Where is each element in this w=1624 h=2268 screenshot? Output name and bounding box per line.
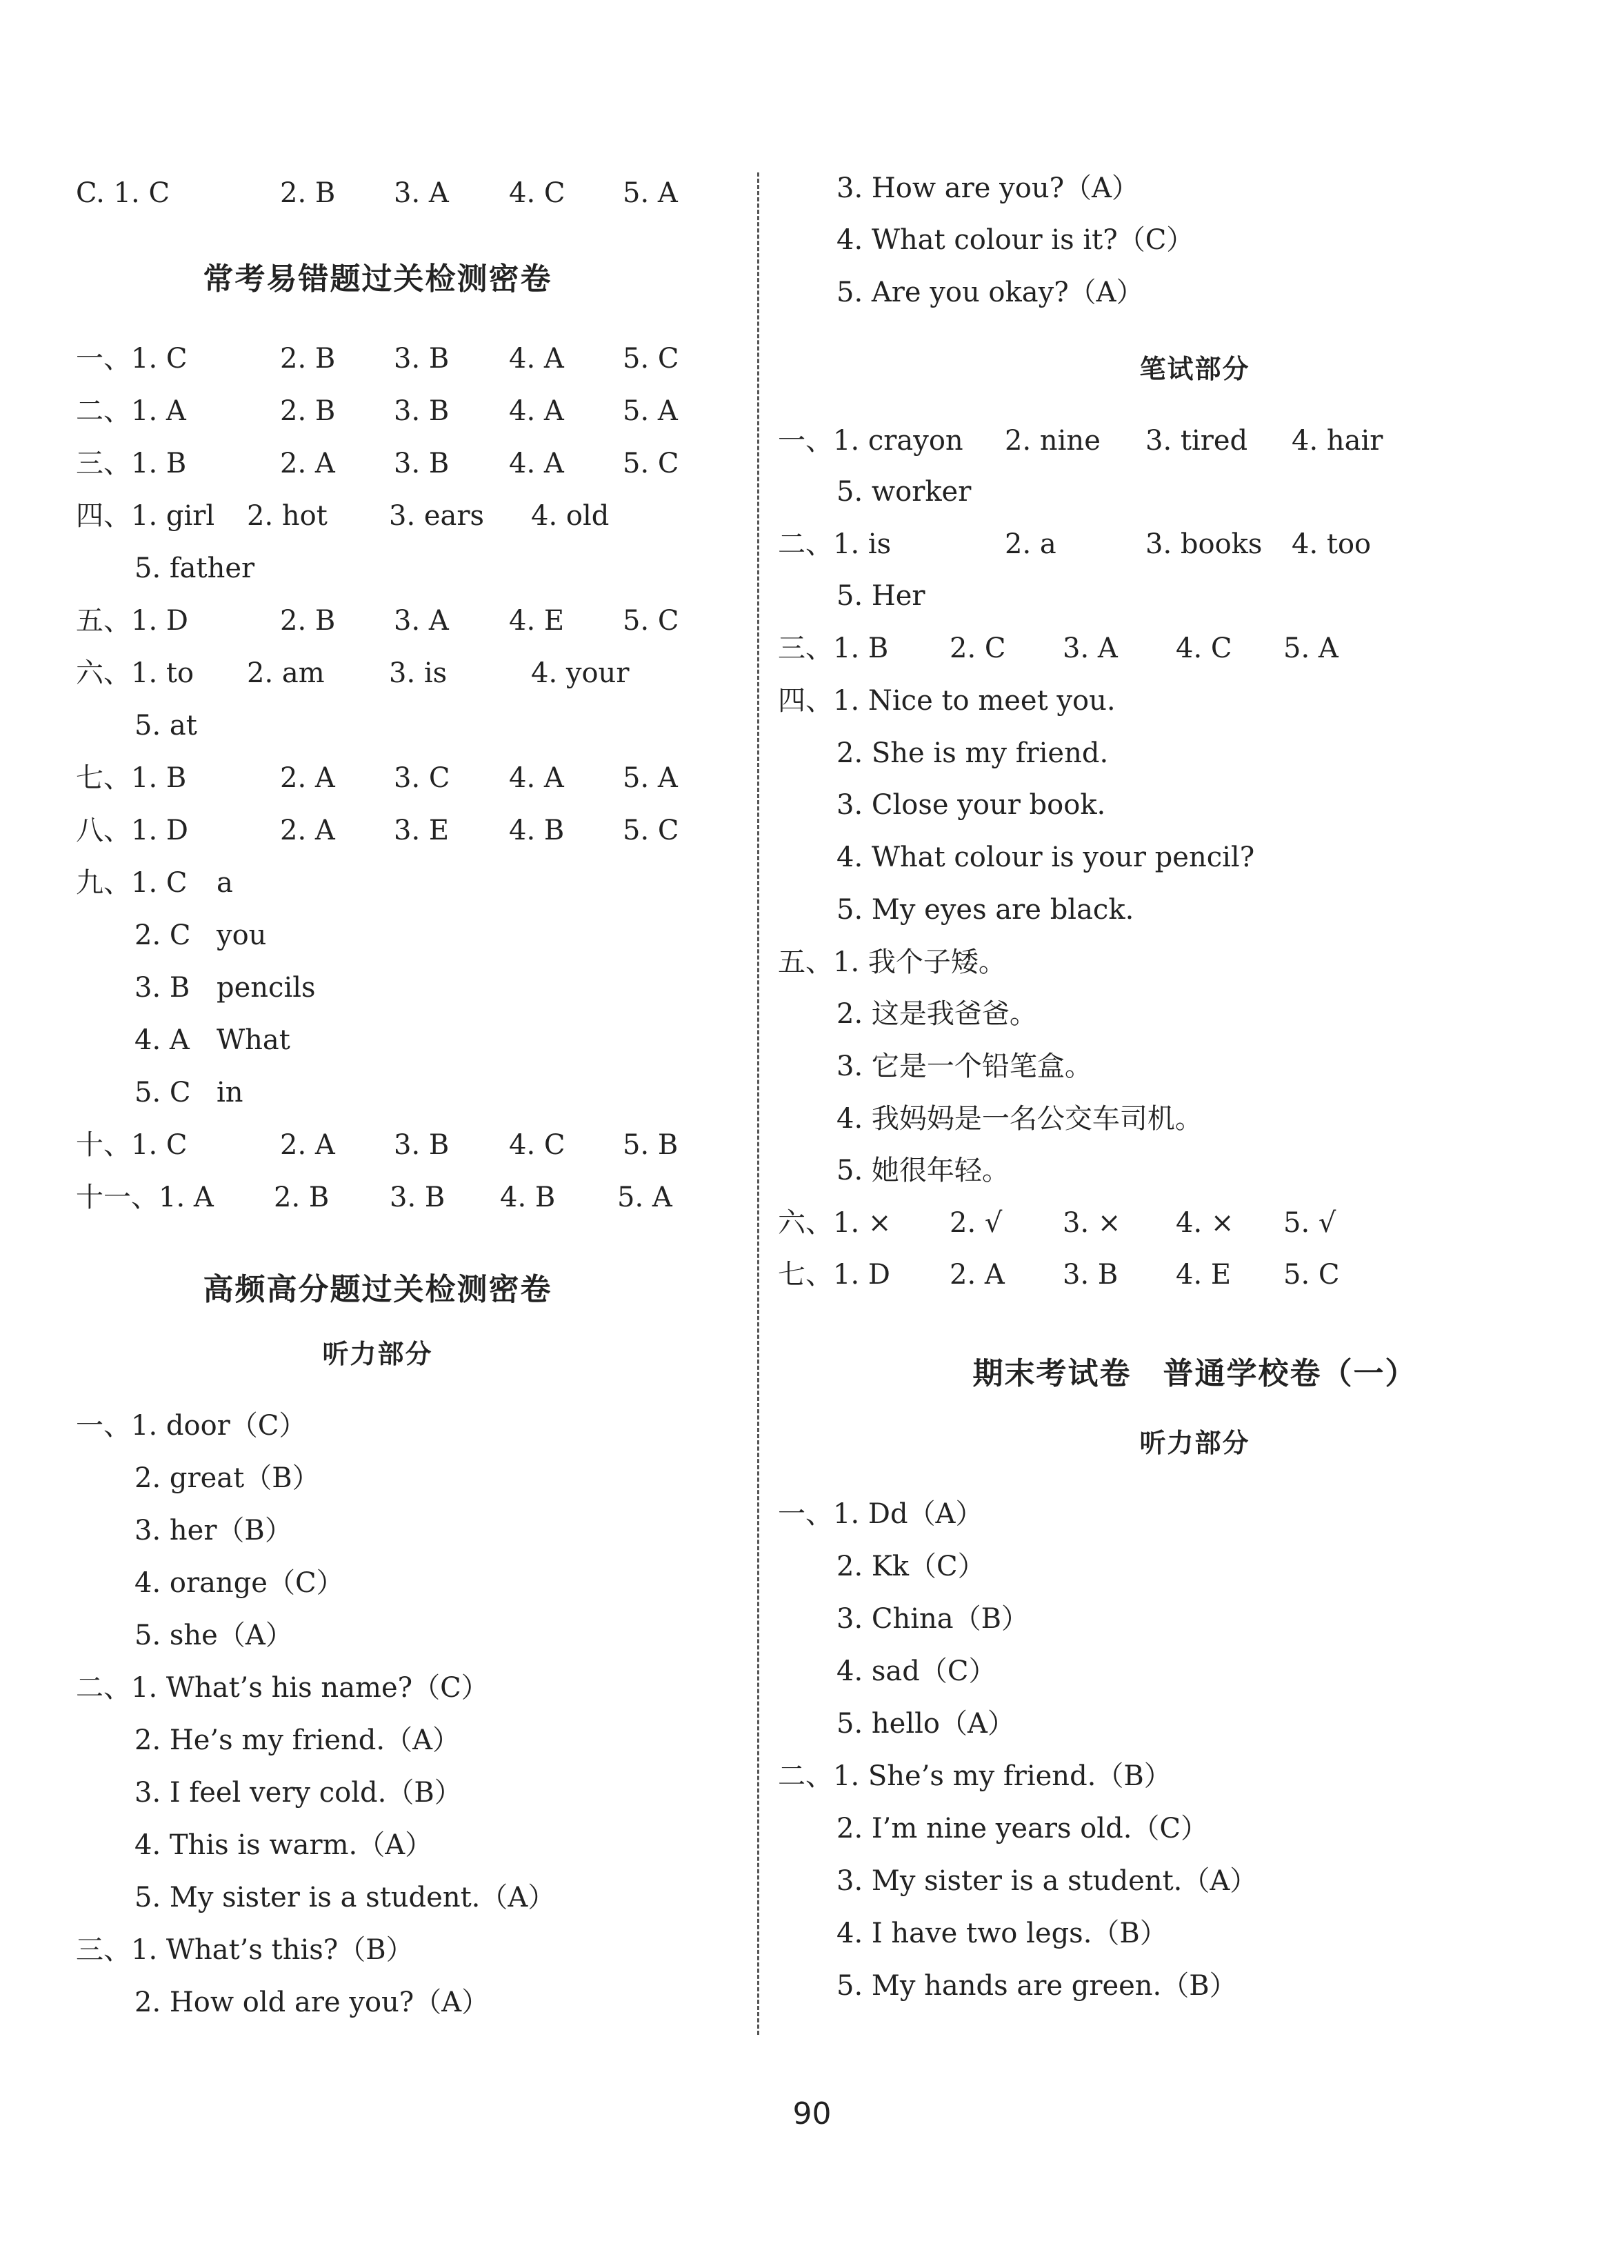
answer-line-indented	[765, 1150, 1624, 1191]
answer-line-indented	[0, 548, 755, 589]
answer-text: 五、1. 我个子矮。	[778, 946, 1006, 978]
answer-cell: 3. books	[1145, 528, 1263, 560]
answer-text: 二、1. She’s my friend.（B）	[778, 1760, 1172, 1792]
answer-line-indented	[765, 1651, 1624, 1692]
answer-cell: 4. too	[1292, 528, 1372, 560]
answer-line-indented	[0, 1772, 755, 1813]
column-divider	[757, 172, 759, 2035]
answer-text: 一、1. Dd（A）	[778, 1498, 983, 1530]
answer-cell: 4. A	[509, 448, 564, 479]
answer-cell: 5. C	[623, 343, 679, 375]
answer-cell: 4. A	[509, 343, 564, 375]
answer-line	[0, 1405, 755, 1446]
answer-text: 2. I’m nine years old.（C）	[836, 1813, 1209, 1844]
answer-cell: 5. C	[623, 605, 679, 637]
answer-row	[0, 390, 755, 432]
answer-line-indented	[765, 733, 1624, 774]
answer-cell: 4. hair	[1292, 425, 1383, 457]
answer-pair	[0, 915, 755, 956]
answer-row	[0, 757, 755, 799]
answer-cell: 2. A	[280, 815, 335, 846]
answer-line-indented	[765, 1046, 1624, 1087]
answer-cell: 4. A	[509, 395, 564, 427]
answer-text: 5. she（A）	[134, 1620, 293, 1651]
subsection-title: 笔试部分	[1139, 353, 1250, 384]
answer-text: 3. Close your book.	[836, 789, 1106, 821]
answer-row	[0, 338, 755, 379]
answer-choice: 4. A	[134, 1024, 190, 1056]
answer-cell: 2. B	[280, 343, 336, 375]
answer-line-indented	[765, 993, 1624, 1035]
answer-cell: 2. B	[280, 605, 336, 637]
answer-cell: 2. √	[950, 1207, 1003, 1239]
answer-cell: 5. C	[623, 815, 679, 846]
answer-cell: 4. ×	[1176, 1207, 1234, 1239]
answer-text: 5. Are you okay?（A）	[836, 277, 1144, 308]
answer-choice: 2. C	[134, 919, 191, 951]
answer-cell: 4. C	[509, 1129, 565, 1161]
answer-text: 4. What colour is it?（C）	[836, 224, 1194, 256]
answer-text: 4. 我妈妈是一名公交车司机。	[836, 1103, 1203, 1135]
answer-line	[765, 942, 1624, 983]
answer-cell: 5. A	[1283, 633, 1339, 664]
answer-text: 2. great（B）	[134, 1462, 320, 1494]
answer-cell: 4. A	[509, 762, 564, 794]
answer-text: 2. Kk（C）	[836, 1551, 985, 1582]
answer-cell: 2. B	[280, 177, 336, 209]
answer-cell: 四、1. girl	[76, 500, 215, 532]
answer-text: 5. father	[134, 553, 255, 584]
answer-cell: 3. C	[394, 762, 450, 794]
answer-line-indented	[765, 1913, 1624, 1954]
answer-line-indented	[0, 1877, 755, 1918]
answer-row	[0, 172, 755, 214]
answer-word: pencils	[217, 972, 316, 1004]
answer-text: 5. My eyes are black.	[836, 894, 1134, 926]
answer-cell: 2. C	[950, 633, 1006, 664]
answer-line	[765, 1755, 1624, 1797]
answer-cell: 七、1. B	[76, 762, 187, 794]
answer-cell: 二、1. A	[76, 395, 186, 427]
answer-word: you	[217, 919, 267, 951]
answer-cell: 5. A	[623, 762, 678, 794]
answer-line-indented	[765, 1098, 1624, 1140]
answer-line	[765, 680, 1624, 722]
answer-cell: 3. B	[394, 1129, 450, 1161]
answer-row	[765, 420, 1624, 461]
answer-row	[0, 1177, 755, 1218]
answer-text: 2. She is my friend.	[836, 737, 1109, 769]
answer-text: 3. her（B）	[134, 1515, 292, 1546]
answer-line-indented	[765, 1546, 1624, 1587]
answer-cell: 三、1. B	[778, 633, 889, 664]
answer-text: 四、1. Nice to meet you.	[778, 685, 1116, 717]
answer-row	[765, 1254, 1624, 1295]
answer-cell: 4. B	[500, 1182, 556, 1213]
answer-word: a	[217, 867, 233, 899]
answer-line-indented	[0, 1562, 755, 1604]
answer-line-indented	[765, 272, 1624, 313]
answer-cell: 4. B	[509, 815, 565, 846]
answer-cell: 二、1. is	[778, 528, 892, 560]
answer-text: 4. This is warm.（A）	[134, 1829, 433, 1861]
answer-text: 4. I have two legs.（B）	[836, 1918, 1167, 1949]
answer-text: 3. I feel very cold.（B）	[134, 1777, 462, 1809]
answer-line-indented	[765, 1703, 1624, 1744]
answer-cell: 5. A	[623, 395, 678, 427]
answer-cell: 2. A	[280, 1129, 335, 1161]
answer-row	[0, 443, 755, 484]
answer-cell: 六、1. to	[76, 657, 194, 689]
answer-pair	[0, 1019, 755, 1061]
answer-cell: 5. C	[1283, 1259, 1340, 1291]
answer-cell: 一、1. C	[76, 343, 188, 375]
answer-cell: 4. E	[1176, 1259, 1232, 1291]
answer-pair	[0, 1072, 755, 1113]
answer-cell: 3. A	[394, 605, 449, 637]
answer-row	[0, 653, 755, 694]
answer-text: 5. worker	[836, 476, 972, 508]
subsection-title: 听力部分	[1139, 1427, 1250, 1458]
page-number: 90	[792, 2096, 832, 2131]
answer-text: 5. 她很年轻。	[836, 1155, 1010, 1186]
answer-line-indented	[765, 1860, 1624, 1902]
answer-line-indented	[765, 889, 1624, 931]
answer-text: 5. My hands are green.（B）	[836, 1970, 1237, 2002]
answer-cell: 5. A	[623, 177, 678, 209]
answer-text: 三、1. What’s this?（B）	[76, 1934, 414, 1966]
answer-cell: 2. A	[280, 762, 335, 794]
answer-cell: 五、1. D	[76, 605, 188, 637]
answer-cell: 3. B	[394, 448, 450, 479]
answer-row	[765, 524, 1624, 565]
answer-line-indented	[765, 168, 1624, 209]
answer-row	[765, 628, 1624, 669]
answer-text: 2. 这是我爸爸。	[836, 998, 1037, 1030]
answer-cell: 5. C	[623, 448, 679, 479]
answer-cell: 3. ×	[1063, 1207, 1121, 1239]
answer-line-indented	[765, 837, 1624, 878]
answer-cell: 5. A	[617, 1182, 672, 1213]
answer-text: 4. sad（C）	[836, 1655, 996, 1687]
answer-cell: 一、1. crayon	[778, 425, 963, 457]
answer-cell: 2. a	[1005, 528, 1056, 560]
answer-row	[0, 1124, 755, 1166]
answer-cell: 3. E	[394, 815, 450, 846]
answer-text: 2. How old are you?（A）	[134, 1987, 490, 2018]
answer-cell: 2. B	[280, 395, 336, 427]
answer-text: 5. at	[134, 710, 197, 742]
answer-text: 4. orange（C）	[134, 1567, 344, 1599]
answer-text: 3. 它是一个铅笔盒。	[836, 1051, 1092, 1082]
answer-row	[0, 810, 755, 851]
answer-text: 3. How are you?（A）	[836, 172, 1139, 204]
answer-line-indented	[0, 1615, 755, 1656]
answer-cell: C. 1. C	[76, 177, 170, 209]
answer-cell: 3. B	[394, 343, 450, 375]
answer-cell: 3. ears	[389, 500, 485, 532]
section-title: 期末考试卷 普通学校卷（一）	[972, 1356, 1417, 1391]
answer-choice: 3. B	[134, 972, 190, 1004]
answer-text: 3. China（B）	[836, 1603, 1030, 1635]
answer-cell: 3. B	[390, 1182, 445, 1213]
answer-cell: 十一、1. A	[76, 1182, 214, 1213]
answer-cell: 三、1. B	[76, 448, 187, 479]
answer-row	[0, 600, 755, 641]
answer-row	[765, 1202, 1624, 1244]
answer-cell: 3. B	[394, 395, 450, 427]
answer-row	[0, 495, 755, 537]
answer-cell: 3. tired	[1145, 425, 1248, 457]
answer-line-indented	[765, 471, 1624, 513]
answer-line-indented	[765, 1808, 1624, 1849]
answer-cell: 3. B	[1063, 1259, 1119, 1291]
answer-line-indented	[0, 1982, 755, 2023]
answer-text: 5. Her	[836, 580, 925, 612]
answer-line-indented	[765, 784, 1624, 826]
answer-cell: 2. A	[280, 448, 335, 479]
answer-text: 5. My sister is a student.（A）	[134, 1882, 556, 1913]
answer-cell: 2. B	[274, 1182, 330, 1213]
answer-line	[0, 1929, 755, 1971]
answer-cell: 4. your	[531, 657, 630, 689]
answer-line-indented	[765, 1965, 1624, 2007]
answer-line	[0, 1667, 755, 1709]
subsection-title: 听力部分	[322, 1338, 433, 1369]
answer-cell: 2. hot	[247, 500, 328, 532]
answer-line-indented	[0, 1720, 755, 1761]
answer-line-indented	[765, 575, 1624, 617]
answer-line-indented	[0, 705, 755, 746]
answer-line-indented	[0, 1458, 755, 1499]
answer-cell: 4. old	[531, 500, 610, 532]
answer-text: 4. What colour is your pencil?	[836, 842, 1255, 873]
answer-word: in	[217, 1077, 243, 1108]
answer-cell: 3. is	[389, 657, 448, 689]
answer-pair	[0, 967, 755, 1008]
answer-line	[765, 1493, 1624, 1535]
answer-cell: 5. B	[623, 1129, 679, 1161]
answer-text: 5. hello（A）	[836, 1708, 1015, 1740]
answer-pair	[0, 862, 755, 904]
answer-line-indented	[765, 1598, 1624, 1640]
answer-cell: 十、1. C	[76, 1129, 188, 1161]
answer-choice: 5. C	[134, 1077, 191, 1108]
answer-cell: 七、1. D	[778, 1259, 890, 1291]
answer-line-indented	[0, 1510, 755, 1551]
answer-choice: 九、1. C	[76, 867, 188, 899]
answer-text: 二、1. What’s his name?（C）	[76, 1672, 489, 1704]
section-title: 高频高分题过关检测密卷	[203, 1272, 552, 1307]
answer-cell: 4. C	[1176, 633, 1232, 664]
answer-cell: 八、1. D	[76, 815, 188, 846]
answer-line-indented	[0, 1824, 755, 1866]
answer-cell: 2. am	[247, 657, 325, 689]
answer-cell: 3. A	[1063, 633, 1118, 664]
answer-text: 一、1. door（C）	[76, 1410, 307, 1442]
answer-cell: 3. A	[394, 177, 449, 209]
answer-text: 2. He’s my friend.（A）	[134, 1724, 460, 1756]
answer-cell: 4. E	[509, 605, 565, 637]
answer-text: 3. My sister is a student.（A）	[836, 1865, 1258, 1897]
answer-cell: 2. A	[950, 1259, 1005, 1291]
answer-cell: 六、1. ×	[778, 1207, 892, 1239]
answer-cell: 5. √	[1283, 1207, 1336, 1239]
section-title: 常考易错题过关检测密卷	[203, 261, 552, 297]
answer-cell: 2. nine	[1005, 425, 1101, 457]
answer-word: What	[217, 1024, 290, 1056]
answer-line-indented	[765, 219, 1624, 261]
answer-cell: 4. C	[509, 177, 565, 209]
